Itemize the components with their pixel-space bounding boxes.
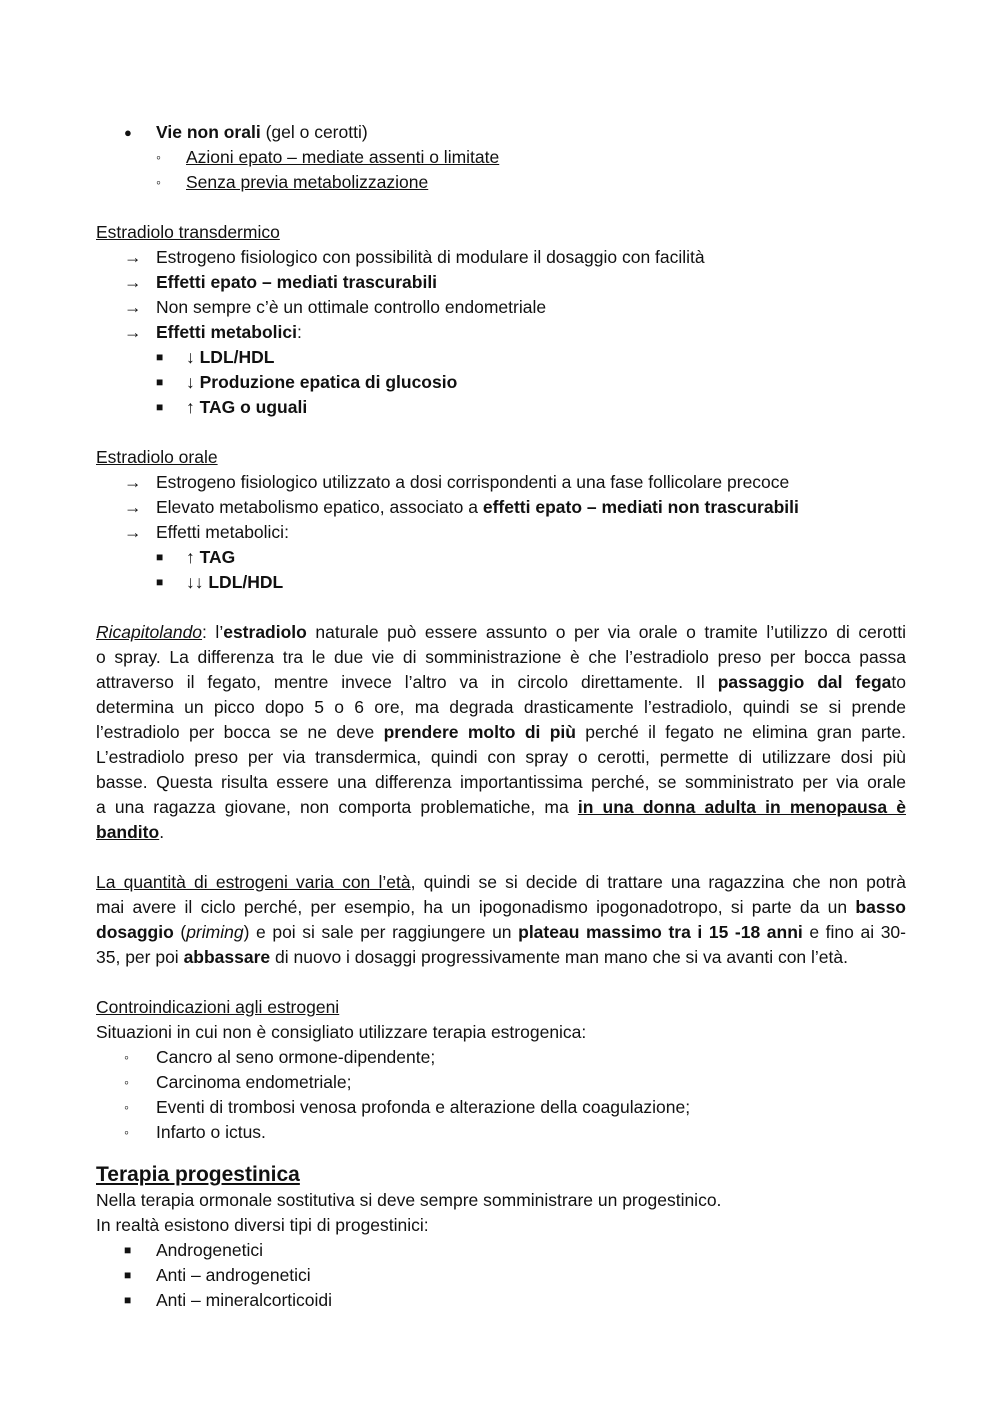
list-item: ● Vie non orali (gel o cerotti) [96,120,906,145]
list-item: → Estrogeno fisiologico con possibilità di modulare il dosaggio con facilità [96,245,906,270]
list-item: → Effetti epato – mediati trascurabili [96,270,906,295]
arrow-icon: → [124,247,142,267]
circle-bullet-icon: ◦ [124,1074,129,1090]
section-heading: Estradiolo transdermico [96,222,280,242]
list-item: → Non sempre c’è un ottimale controllo endometriale [96,295,906,320]
list-item: ■ ↓ Produzione epatica di glucosio [96,370,906,395]
list-item: ■ ↑ TAG o uguali [96,395,906,420]
circle-bullet-icon: ◦ [156,149,161,165]
list-item: → Estrogeno fisiologico utilizzato a dosi corrispondenti a una fase follicolare precoce [96,470,906,495]
list-item: ◦ Azioni epato – mediate assenti o limitate [96,145,906,170]
square-bullet-icon: ■ [124,1243,132,1257]
section-heading: Estradiolo orale [96,447,218,467]
circle-bullet-icon: ◦ [156,174,161,190]
list-item: ◦ Carcinoma endometriale; [96,1070,906,1095]
list-item: ■ Androgenetici [96,1238,906,1263]
list-item: ■ Anti – mineralcorticoidi [96,1288,906,1313]
list-item: → Elevato metabolismo epatico, associato a effetti epato – mediati non trascurabili [96,495,906,520]
document-page: ● Vie non orali (gel o cerotti) ◦ Azioni epato – mediate assenti o limitate ◦ Senza previa metabolizzazione Estradiolo transdermico → Estrogeno fisiologico con possibilità di modulare il dosaggio con facilità → Effetti epato – mediati trascurabili → Non sempre c’è un ottimale controllo endometriale → Effetti metabolici: ■ ↓ LDL/HDL ■ ↓ Produzione epatica di glucosio ■ ↑ TAG o uguali Estradiolo orale → Estrogeno fisiologico utilizzato a dosi corrispondenti a una fase follicolare precoce → Elevato metabolismo epatico, associato a effetti epato – mediati non trascurabili → Effetti metabolici: ■ ↑ TAG ■ ↓↓ LDL/HDL Ricapitolando: l’estradiolo naturale può essere assunto o per via orale o tramite l’utilizzo di cerotti o spray. La differenza tra le due vie di somministrazione è che l’estradiolo preso per bocca passa attraverso il fegato, mentre invece l’altro va in circolo direttamente. Il passaggio dal fegato determina un picco dopo 5 o 6 ore, ma degrada drasticamente l’estradiolo, quindi se si prende l’estradiolo per bocca se ne deve prendere molto di più perché il fegato ne elimina gran parte. L’estradiolo preso per via transdermica, quindi con spray o cerotti, permette di utilizzare dosi più basse. Questa risulta essere una differenza importantissima perché, se somministrato per via orale a una ragazza giovane, non comporta problematiche, ma in una donna adulta in menopausa è bandito. La quantità di estrogeni varia con l’età, quindi se si decide di trattare una ragazzina che non potrà mai avere il ciclo perché, per esempio, ha un ipogonadismo ipogonadotropo, si parte da un basso dosaggio (priming) e poi si sale per raggiungere un plateau massimo tra i 15 -18 anni e fino ai 30- 35, per poi abbassare di nuovo i dosaggi progressivamente man mano che si va avanti con l’età. Controindicazioni agli estrogeni Situazioni in cui non è consigliato utilizzare terapia estrogenica: ◦ Cancro al seno ormone-dipendente; ◦ Carcinoma endometriale; ◦ Eventi di trombosi venosa profonda e alterazione della coagulazione; ◦ Infarto o ictus. Terapia progestinica Nella terapia ormonale sostitutiva si deve sempre somministrare un progestinico. In realtà esistono diversi tipi di progestinici: ■ Androgenetici ■ Anti – androgenetici ■ Anti – mineralcorticoidi [96,120,906,1313]
square-bullet-icon: ■ [156,400,164,414]
list-item: → Effetti metabolici: [96,320,906,345]
arrow-icon: → [124,272,142,292]
list-item: ■ Anti – androgenetici [96,1263,906,1288]
list-item: ■ ↓ LDL/HDL [96,345,906,370]
list-item: ◦ Cancro al seno ormone-dipendente; [96,1045,906,1070]
list-item: → Effetti metabolici: [96,520,906,545]
circle-bullet-icon: ◦ [124,1124,129,1140]
square-bullet-icon: ■ [156,375,164,389]
circle-bullet-icon: ◦ [124,1049,129,1065]
square-bullet-icon: ■ [124,1293,132,1307]
summary-paragraph: Ricapitolando: l’estradiolo naturale può essere assunto o per via orale o tramite l’utilizzo di cerotti o spray. La differenza tra le due vie di somministrazione è che l’estradiolo preso per bocca passa attraverso il fegato, mentre invece l’altro va in circolo direttamente. Il passaggio dal fegato determina un picco dopo 5 o 6 ore, ma degrada drasticamente l’estradiolo, quindi se si prende l’estradiolo per bocca se ne deve prendere molto di più perché il fegato ne elimina gran parte. L’estradiolo preso per via transdermica, quindi con spray o cerotti, permette di utilizzare dosi più basse. Questa risulta essere una differenza importantissima perché, se somministrato per via orale a una ragazza giovane, non comporta problematiche, ma in una donna adulta in menopausa è bandito. [96,622,906,842]
arrow-icon: → [124,322,142,342]
circle-bullet-icon: ◦ [124,1099,129,1115]
arrow-icon: → [124,522,142,542]
square-bullet-icon: ■ [156,350,164,364]
list-item: ◦ Eventi di trombosi venosa profonda e alterazione della coagulazione; [96,1095,906,1120]
arrow-icon: → [124,297,142,317]
square-bullet-icon: ■ [124,1268,132,1282]
bullet-icon: ● [124,125,132,140]
list-item: ◦ Infarto o ictus. [96,1120,906,1145]
dosage-paragraph: La quantità di estrogeni varia con l’età, quindi se si decide di trattare una ragazzina che non potrà mai avere il ciclo perché, per esempio, ha un ipogonadismo ipogonadotropo, si parte da un basso dosaggio (priming) e poi si sale per raggiungere un plateau massimo tra i 15 -18 anni e fino ai 30- 35, per poi abbassare di nuovo i dosaggi progressivamente man mano che si va avanti con l’età. [96,872,906,967]
list-item: ■ ↑ TAG [96,545,906,570]
arrow-icon: → [124,497,142,517]
arrow-icon: → [124,472,142,492]
list-item: ◦ Senza previa metabolizzazione [96,170,906,195]
section-heading: Controindicazioni agli estrogeni [96,997,340,1017]
section-title: Terapia progestinica [96,1163,300,1186]
list-item: ■ ↓↓ LDL/HDL [96,570,906,595]
square-bullet-icon: ■ [156,575,164,589]
square-bullet-icon: ■ [156,550,164,564]
